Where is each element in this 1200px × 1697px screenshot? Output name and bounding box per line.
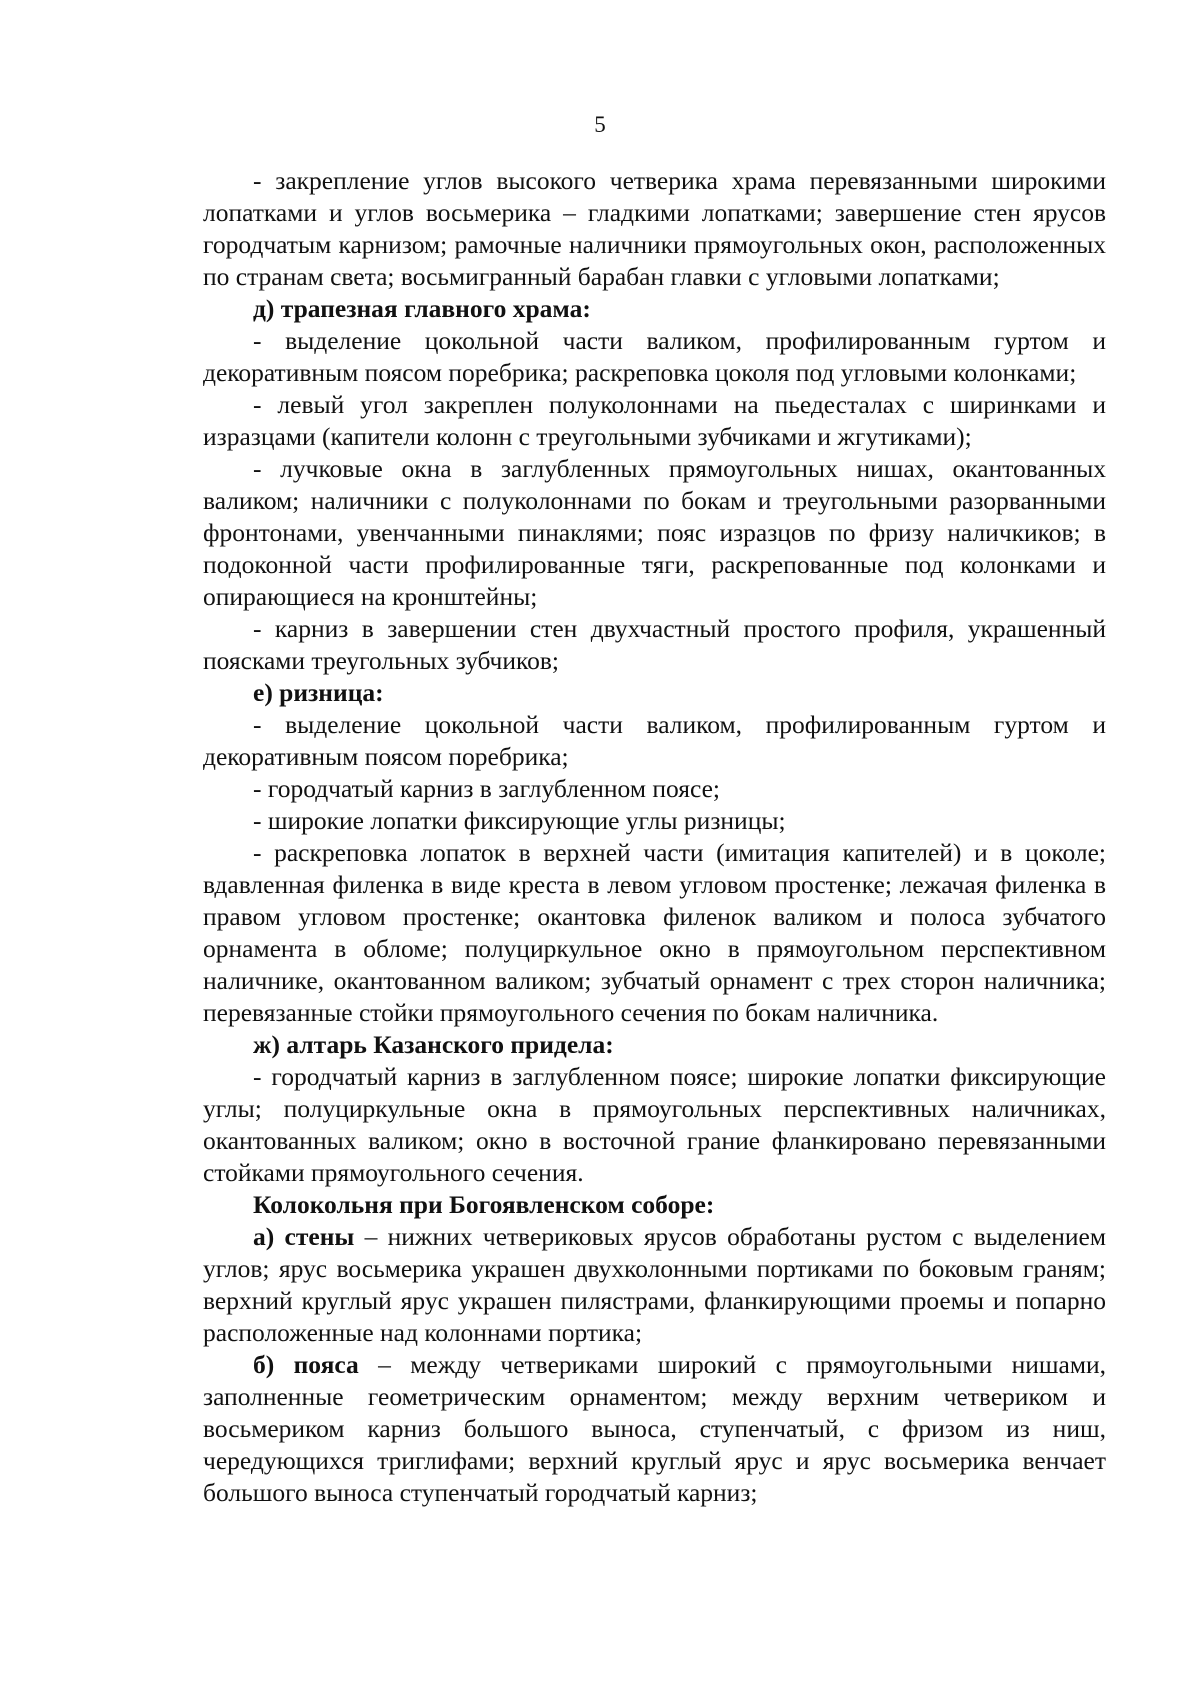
paragraph	[203, 1221, 1106, 1349]
paragraph: - раскреповка лопаток в верхней части (имитация капителей) и в цоколе; вдавленная филенка в виде креста в левом угловом простенке; лежачая филенка в правом угловом простенке; окантовка филенок валиком и полоса зубчатого орнамента в обломе; полуциркульное окно в прямоугольном перспективном наличнике, окантованном валиком; зубчатый орнамент с трех сторон наличника; перевязанные стойки прямоугольного сечения по бокам наличника.	[203, 838, 1106, 1027]
paragraph: - левый угол закреплен полуколоннами на пьедесталах с ширинками и изразцами (капители колонн с треугольными зубчиками и жгутиками);	[203, 390, 1106, 451]
page-number: 5	[594, 112, 606, 137]
paragraph: - городчатый карниз в заглубленном поясе; широкие лопатки фиксирующие углы; полуциркульные окна в прямоугольных перспективных наличниках, окантованных валиком; окно в восточной грание фланкировано перевязанными стойками прямоугольного сечения.	[203, 1062, 1106, 1187]
paragraph: - лучковые окна в заглубленных прямоугольных нишах, окантованных валиком; наличники с полуколоннами по бокам и треугольными разорванными фронтонами, увенчанными пинаклями; пояс изразцов по фризу наличкиков; в подоконной части профилированные тяги, раскрепованные под колонками и опирающиеся на кронштейны;	[203, 454, 1106, 611]
document-body	[203, 165, 1106, 1509]
paragraph-lead: б) пояса	[253, 1350, 359, 1379]
paragraph: - широкие лопатки фиксирующие углы ризницы;	[253, 806, 786, 835]
paragraph-lead: а) стены	[253, 1222, 355, 1251]
section-heading: Колокольня при Богоявленском соборе:	[253, 1190, 715, 1219]
paragraph-text: – между четвериками широкий с прямоугольными нишами, заполненные геометрическим орнаментом; между верхним четвериком и восьмериком карниз большого выноса, ступенчатый, с фризом из ниш, чередующихся триглифами; верхний круглый ярус и ярус восьмерика венчает большого выноса ступенчатый городчатый карниз;	[203, 1350, 1106, 1507]
paragraph: - карниз в завершении стен двухчастный простого профиля, украшенный поясками треугольных зубчиков;	[203, 614, 1106, 675]
section-heading: ж) алтарь Казанского придела:	[253, 1030, 614, 1059]
paragraph	[203, 1349, 1106, 1509]
paragraph-text: – нижних четвериковых ярусов обработаны рустом с выделением углов; ярус восьмерика украшен двухколонными портиками по боковым граням; верхний круглый ярус украшен пилястрами, фланкирующими проемы и попарно расположенные над колоннами портика;	[203, 1222, 1106, 1347]
paragraph: - городчатый карниз в заглубленном поясе;	[253, 774, 721, 803]
paragraph: - выделение цокольной части валиком, профилированным гуртом и декоративным поясом поребрика; раскреповка цоколя под угловыми колонками;	[203, 326, 1106, 387]
paragraph: - выделение цокольной части валиком, профилированным гуртом и декоративным поясом поребрика;	[203, 710, 1106, 771]
paragraph: - закрепление углов высокого четверика храма перевязанными широкими лопатками и углов восьмерика – гладкими лопатками; завершение стен ярусов городчатым карнизом; рамочные наличники прямоугольных окон, расположенных по странам света; восьмигранный барабан главки с угловыми лопатками;	[203, 166, 1106, 291]
section-heading: д) трапезная главного храма:	[253, 294, 591, 323]
section-heading: е) ризница:	[253, 678, 384, 707]
